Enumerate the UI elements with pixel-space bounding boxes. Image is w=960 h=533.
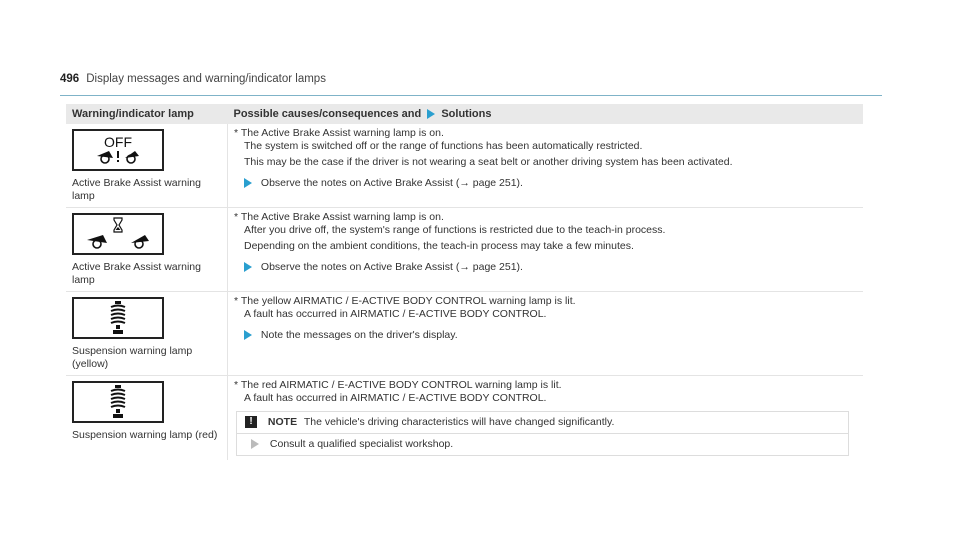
description-cell <box>228 208 864 292</box>
description-line: This may be the case if the driver is not wearing a seat belt or another driving system has been activated. <box>244 156 733 168</box>
lamp-label: Suspension warning lamp (yellow) <box>72 345 193 370</box>
arrow-right-icon <box>244 262 252 272</box>
description-line: A fault has occurred in AIRMATIC / E-ACTIVE BODY CONTROL. <box>244 392 547 404</box>
description-line: * The red AIRMATIC / E-ACTIVE BODY CONTROL warning lamp is lit. <box>234 379 562 391</box>
action-link[interactable]: Observe the notes on Active Brake Assist (→ page 251). <box>260 177 523 189</box>
arrow-right-icon <box>427 109 435 119</box>
lamp-cell <box>66 292 228 376</box>
description-line: The system is switched off or the range of functions has been automatically restricted. <box>244 140 643 152</box>
lamp-label: Active Brake Assist warning lamp <box>72 261 201 286</box>
lamp-label: Suspension warning lamp (red) <box>72 429 218 441</box>
description-cell <box>228 376 864 461</box>
arrow-right-icon <box>244 330 252 340</box>
description-line: * The Active Brake Assist warning lamp is on. <box>234 211 444 223</box>
column-header-solutions-label: Solutions <box>441 108 492 120</box>
description-cell <box>228 124 864 208</box>
note-label: NOTE <box>267 416 298 428</box>
table-row <box>66 124 863 208</box>
description-line: Depending on the ambient conditions, the teach-in process may take a few minutes. <box>244 240 634 252</box>
table-header-row <box>66 104 863 124</box>
column-header-causes <box>228 104 864 124</box>
description-line: A fault has occurred in AIRMATIC / E-ACTIVE BODY CONTROL. <box>244 308 547 320</box>
arrow-right-icon <box>251 439 259 449</box>
table-row <box>66 292 863 376</box>
description-cell <box>228 292 864 376</box>
action-link[interactable]: Observe the notes on Active Brake Assist (→ page 251). <box>260 261 523 273</box>
column-header-lamp: Warning/indicator lamp <box>66 104 228 124</box>
column-header-causes-label: Possible causes/consequences and <box>233 108 422 120</box>
note-text: The vehicle's driving characteristics will have changed significantly. <box>303 416 615 428</box>
note-box <box>236 411 849 456</box>
lamp-cell <box>66 208 228 292</box>
warning-icon: ! <box>245 416 257 428</box>
action-text: Consult a qualified specialist workshop. <box>269 438 454 450</box>
table-row <box>66 376 863 461</box>
warning-lamp-table <box>66 104 863 460</box>
page-header <box>60 73 882 96</box>
page-number: 496 <box>60 73 80 85</box>
description-line: * The Active Brake Assist warning lamp is on. <box>234 127 444 139</box>
page-title: Display messages and warning/indicator lamps <box>86 73 326 85</box>
lamp-cell <box>66 376 228 461</box>
abs-hourglass-icon <box>72 213 164 255</box>
lamp-label: Active Brake Assist warning lamp <box>72 177 201 202</box>
action-text: Note the messages on the driver's display. <box>260 329 458 341</box>
suspension-icon <box>72 297 164 339</box>
table-row <box>66 208 863 292</box>
description-line: * The yellow AIRMATIC / E-ACTIVE BODY CONTROL warning lamp is lit. <box>234 295 576 307</box>
abs-off-icon <box>72 129 164 171</box>
description-line: After you drive off, the system's range of functions is restricted due to the teach-in process. <box>244 224 666 236</box>
arrow-right-icon <box>244 178 252 188</box>
suspension-icon <box>72 381 164 423</box>
abs-off-icon-text: OFF <box>104 134 132 150</box>
lamp-cell <box>66 124 228 208</box>
